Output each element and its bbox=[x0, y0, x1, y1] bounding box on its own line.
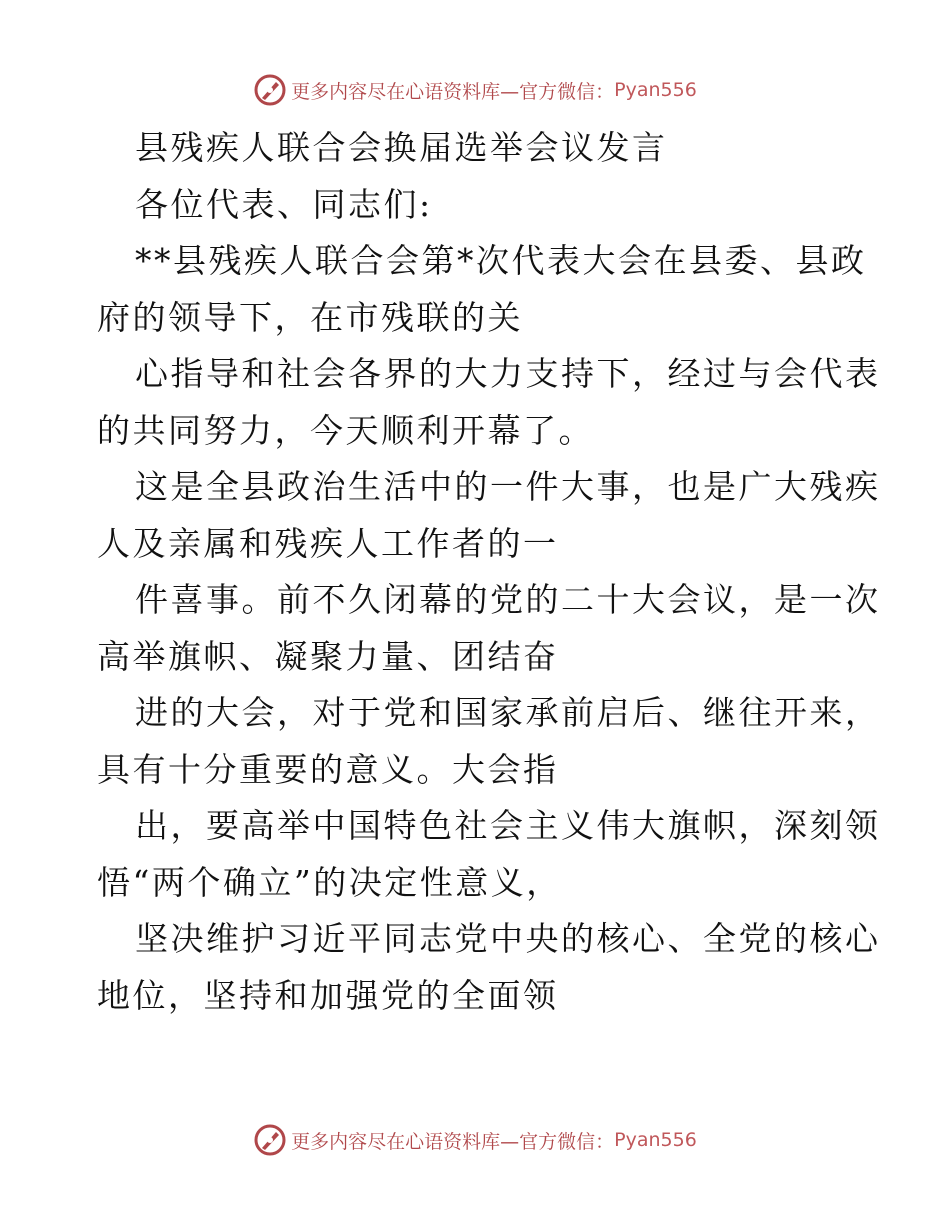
document-title: 县残疾人联合会换届选举会议发言 bbox=[135, 128, 668, 167]
paragraph-line: 出，要高举中国特色社会主义伟大旗帜，深刻领 bbox=[135, 806, 881, 845]
paragraph-line: 地位，坚持和加强党的全面领 bbox=[97, 975, 559, 1015]
document-body bbox=[97, 120, 881, 1024]
paragraph-line: 这是全县政治生活中的一件大事，也是广大残疾 bbox=[135, 467, 881, 506]
paragraph-line: 坚决维护习近平同志党中央的核心、全党的核心 bbox=[135, 919, 881, 958]
watermark-text: 更多内容尽在心语资料库—官方微信： bbox=[291, 1130, 615, 1153]
watermark-wechat-id: Pyan556 bbox=[614, 79, 697, 101]
paragraph-line: 高举旗帜、凝聚力量、团结奋 bbox=[97, 636, 559, 676]
paragraph-line: 进的大会，对于党和国家承前启后、继往开来， bbox=[135, 693, 881, 732]
salutation: 各位代表、同志们: bbox=[135, 184, 433, 224]
paragraph-line: 心指导和社会各界的大力支持下，经过与会代表 bbox=[135, 354, 881, 393]
quill-logo-icon bbox=[253, 1123, 287, 1157]
paragraph-line: 府的领导下，在市残联的关 bbox=[97, 297, 523, 337]
paragraph-line: 人及亲属和残疾人工作者的一 bbox=[97, 523, 559, 563]
paragraph-line: 的共同努力，今天顺利开幕了。 bbox=[97, 410, 594, 450]
watermark-wechat-id: Pyan556 bbox=[614, 1129, 697, 1151]
paragraph-line: 具有十分重要的意义。大会指 bbox=[97, 749, 559, 789]
paragraph-line: **县残疾人联合会第*次代表大会在县委、县政 bbox=[135, 241, 867, 280]
footer-watermark bbox=[0, 1120, 950, 1160]
header-watermark bbox=[0, 70, 950, 110]
paragraph-line: 悟“两个确立”的决定性意义， bbox=[97, 862, 562, 902]
watermark-text: 更多内容尽在心语资料库—官方微信： bbox=[291, 80, 615, 103]
paragraph-line: 件喜事。前不久闭幕的党的二十大会议，是一次 bbox=[135, 580, 881, 619]
quill-logo-icon bbox=[253, 73, 287, 107]
